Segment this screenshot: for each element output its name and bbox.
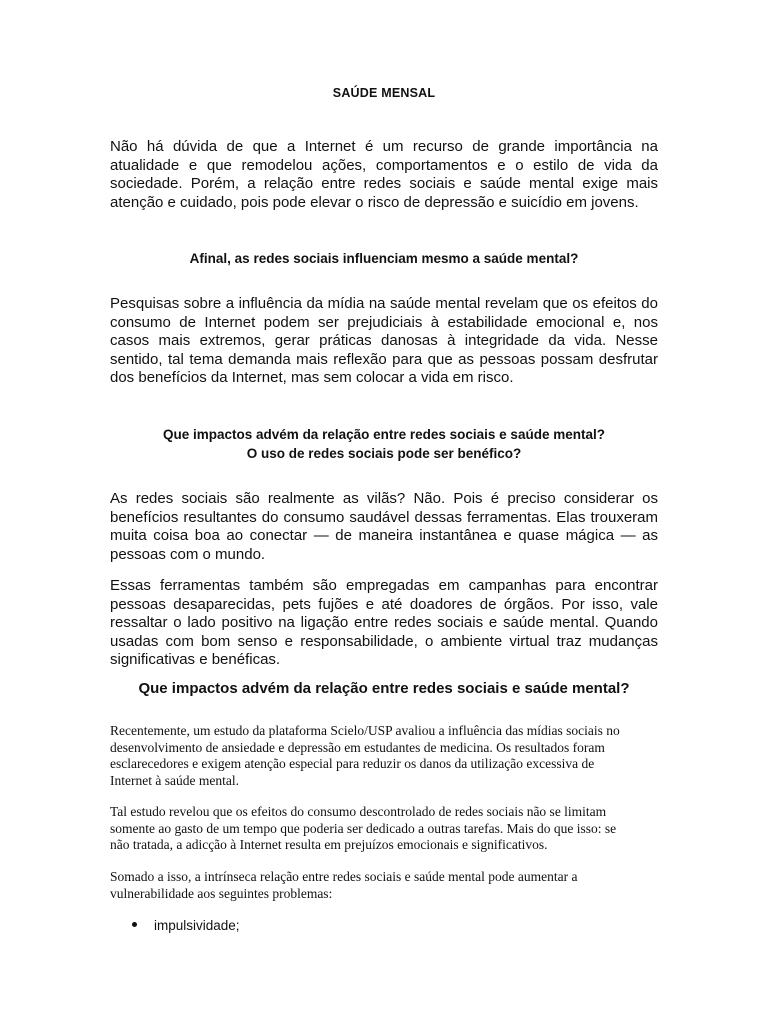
section-heading-impacts-repeat: Que impactos advém da relação entre redes sociais e saúde mental? (138, 680, 630, 697)
list-item-text: impulsividade; (154, 918, 240, 933)
document-title: SAÚDE MENSAL (332, 86, 436, 100)
paragraph-study: Recentemente, um estudo da plataforma Scielo/USP avaliou a influência das mídias sociais no desenvolvimento de ansiedade e depressão em estudantes de medicina. Os resultados foram esclarecedores e exigem atenção especial para reduzir os danos da utilização excessiva de Internet à saúde mental. (110, 723, 620, 788)
intro-paragraph: Não há dúvida de que a Internet é um recurso de grande importância na atualidade e que remodelou ações, comportamentos e o estilo de vida da sociedade. Porém, a relação entre redes sociais e saúde mental exige mais atenção e cuidado, pois pode elevar o risco de depressão e suicídio em jovens. (110, 138, 658, 211)
paragraph-research: Pesquisas sobre a influência da mídia na saúde mental revelam que os efeitos do consumo de Internet podem ser prejudiciais à estabilidade emocional e, nos casos mais extremos, gerar práticas danosas à integridade da vida. Nesse sentido, tal tema demanda mais reflexão para que as pessoas possam desfrutar dos benefícios da Internet, mas sem colocar a vida em risco. (110, 295, 658, 386)
section-heading-influence: Afinal, as redes sociais influenciam mesmo a saúde mental? (189, 251, 579, 266)
paragraph-tools: Essas ferramentas também são empregadas em campanhas para encontrar pessoas desaparecidas, pets fujões e até doadores de órgãos. Por isso, vale ressaltar o lado positivo na ligação entre redes sociais e saúde mental. Quando usadas com bom senso e responsabilidade, o ambiente virtual traz mudanças significativas e benéficas. (110, 577, 658, 668)
section-heading-impacts-line2: O uso de redes sociais pode ser benéfico? (246, 446, 522, 461)
bullet-icon (132, 922, 137, 927)
section-heading-impacts-line1: Que impactos advém da relação entre redes sociais e saúde mental? (163, 427, 605, 442)
list-item (132, 917, 240, 935)
paragraph-vulnerability: Somado a isso, a intrínseca relação entre redes sociais e saúde mental pode aumentar a vulnerabilidade aos seguintes problemas: (110, 869, 578, 901)
paragraph-study-results: Tal estudo revelou que os efeitos do consumo descontrolado de redes sociais não se limitam somente ao gasto de um tempo que poderia ser dedicado a outras tarefas. Mais do que isso: se não tratada, a adicção à Internet resulta em prejuízos emocionais e significativos. (110, 804, 617, 852)
paragraph-villains: As redes sociais são realmente as vilãs? Não. Pois é preciso considerar os benefícios resultantes do consumo saudável dessas ferramentas. Elas trouxeram muita coisa boa ao conectar — de maneira instantânea e quase mágica — as pessoas com o mundo. (110, 490, 658, 563)
